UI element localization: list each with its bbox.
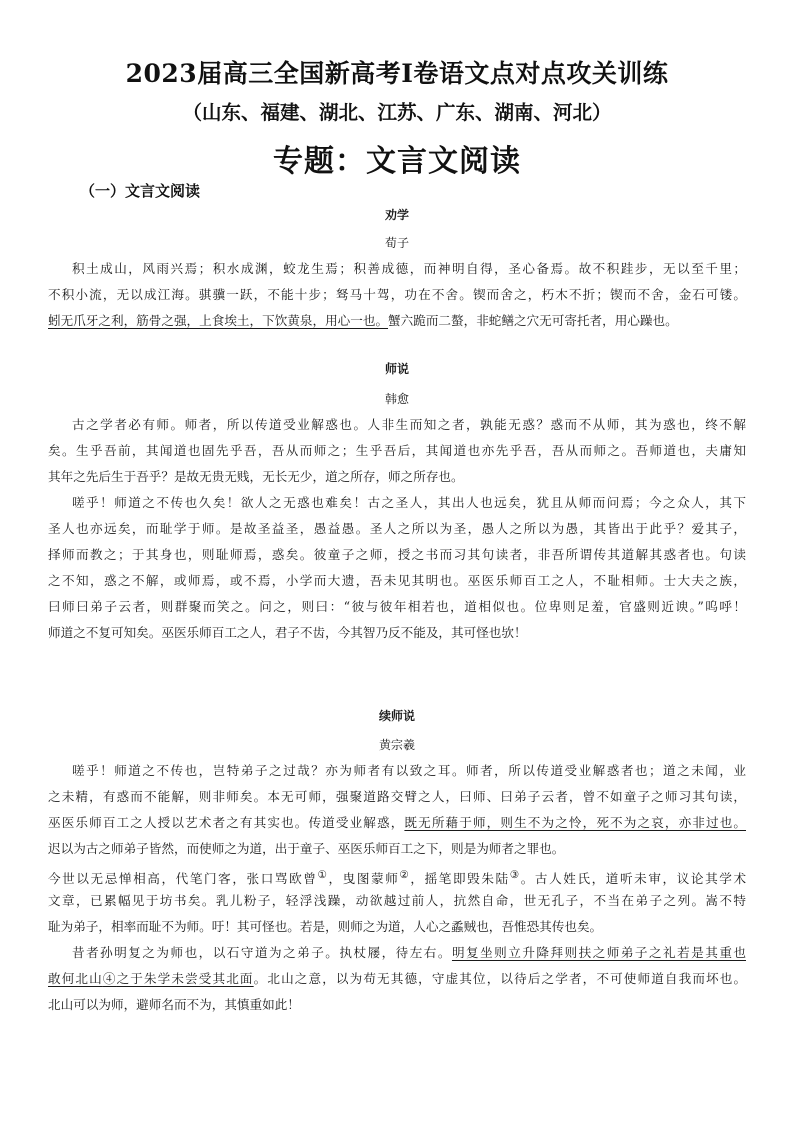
footnote-marker: ③ bbox=[509, 869, 521, 881]
paragraph-line: 文章，已累幅见于坊书矣。乳儿粉子，轻浮浅躁，动欲越过前人，抗然自命，世无孔子，不当在弟子之列。嵩不特 bbox=[48, 893, 746, 908]
text-span: 今世以无忌惮相高，代笔门客，张口骂欧曾 bbox=[48, 871, 318, 887]
paragraph-line: 迟以为古之师弟子皆然，而使师之为道，出于童子、巫医乐师百工之下，则是为师者之罪也。 bbox=[48, 841, 565, 856]
paragraph-line: 北山可以为师，避师名而不为，其慎重如此！ bbox=[48, 997, 300, 1012]
paragraph-line: 曰师曰弟子云者，则群聚而笑之。问之，则曰：“彼与彼年相若也，道相似也。位卑则足羞，官盛则近谀。”呜呼！ bbox=[48, 599, 746, 614]
text-span: 巫医乐师百工之人授以艺术者之有其实也。传道受业解惑， bbox=[48, 815, 405, 830]
passage-author: 韩愈 bbox=[384, 392, 409, 406]
underlined-sentence: 蚓无爪牙之利，筋骨之强，上食埃土，下饮黄泉，用心一也。 bbox=[48, 313, 389, 328]
paragraph-line: 积土成山，风雨兴焉；积水成渊，蛟龙生焉；积善成德，而神明自得，圣心备焉。故不积跬步，无以至千里； bbox=[72, 261, 746, 276]
passage-shishuo bbox=[48, 360, 746, 646]
section-heading: （一）文言文阅读 bbox=[80, 182, 201, 200]
footnote-marker: ① bbox=[317, 869, 329, 881]
passage-author: 荀子 bbox=[384, 236, 409, 250]
document-subtitle: （山东、福建、湖北、江苏、广东、湖南、河北） bbox=[182, 101, 612, 124]
paragraph-line: 嗟乎！师道之不传也久矣！欲人之无惑也难矣！古之圣人，其出人也远矣，犹且从师而问焉；今之众人，其下 bbox=[72, 495, 746, 510]
paragraph-line: 师道之不复可知矣。巫医乐师百工之人，君子不齿，今其智乃反不能及，其可怪也欤！ bbox=[48, 625, 527, 640]
text-span: 蟹六跪而二螯，非蛇鳝之穴无可寄托者，用心躁也。 bbox=[388, 313, 678, 328]
paragraph-line: 其年之先后生于吾乎？是故无贵无贱，无长无少，道之所存，师之所存也。 bbox=[48, 469, 464, 484]
paragraph-line bbox=[48, 940, 746, 966]
paragraph-line: 之不知，惑之不解，或师焉，或不焉，小学而大遗，吾未见其明也。巫医乐师百工之人，不耻相师。士大夫之族， bbox=[48, 573, 746, 588]
passage-title: 劝学 bbox=[384, 208, 409, 222]
paragraph-line: 耻为弟子，相率而耻不为师。吁！其可怪也。若是，则师之为道，人心之蟊贼也，吾惟恐其传也矣。 bbox=[48, 919, 603, 934]
text-span: ，曳图蒙师 bbox=[328, 871, 400, 887]
paragraph-line: 嗟乎！师道之不传也，岂特弟子之过哉？亦为师者有以致之耳。师者，所以传道受业解惑者也；道之未闻，业 bbox=[72, 763, 746, 778]
underlined-sentence: 明复坐则立升降拜则扶之师弟子之礼若是其重也 bbox=[451, 945, 746, 960]
underlined-sentence: 之于朱学未尝受其北面 bbox=[116, 971, 254, 986]
underlined-sentence: 既无所藉于师，则生不为之怜，死不为之哀，亦非过也。 bbox=[404, 815, 746, 830]
paragraph-line bbox=[48, 966, 746, 992]
passage-title: 师说 bbox=[384, 362, 409, 376]
text-span: 。北山之意，以为苟无其德，守虚其位，以待后之学者，不可使师道自我而坏也。 bbox=[253, 971, 746, 986]
passage-author: 黄宗羲 bbox=[378, 738, 415, 752]
text-span: 昔者孙明复之为师也，以石守道为之弟子。执杖屦，待左右。 bbox=[72, 945, 452, 960]
paragraph-line: 矣。生乎吾前，其闻道也固先乎吾，吾从而师之；生乎吾后，其闻道也亦先乎吾，吾从而师之。吾师道也，夫庸知 bbox=[48, 443, 746, 458]
paragraph-line: 不积小流，无以成江海。骐骥一跃，不能十步；驽马十驾，功在不舍。锲而舍之，朽木不折；锲而不舍，金石可镂。 bbox=[48, 287, 746, 302]
paragraph-line: 古之学者必有师。师者，所以传道受业解惑也。人非生而知之者，孰能无惑？惑而不从师，其为惑也，终不解 bbox=[72, 417, 746, 432]
underlined-sentence: 敢何北山 bbox=[48, 971, 103, 986]
passage-title: 续师说 bbox=[378, 709, 415, 723]
footnote-marker: ② bbox=[399, 869, 411, 881]
passage-xushishuo bbox=[48, 706, 746, 1018]
paragraph-line bbox=[48, 810, 746, 836]
paragraph-line bbox=[48, 308, 746, 334]
paragraph-line: 圣人也亦远矣，而耻学于师。是故圣益圣，愚益愚。圣人之所以为圣，愚人之所以为愚，其皆出于此乎？爱其子， bbox=[48, 521, 746, 536]
paragraph-line: 择师而教之；于其身也，则耻师焉，惑矣。彼童子之师，授之书而习其句读者，非吾所谓传其道解其惑者也。句读 bbox=[48, 547, 746, 562]
footnote-marker: ④ bbox=[102, 971, 117, 986]
document-title: 2023届高三全国新高考Ⅰ卷语文点对点攻关训练 bbox=[125, 59, 669, 88]
topic-title: 专题：文言文阅读 bbox=[273, 144, 521, 179]
paragraph-line: 之未精，有惑而不能解，则非师矣。本无可师，强聚道路交臂之人，曰师、曰弟子云者，曾不如童子之师习其句读， bbox=[48, 789, 746, 804]
paragraph-line bbox=[48, 862, 746, 888]
passage-quanxue bbox=[48, 204, 746, 334]
text-span: ，摇笔即毁朱陆 bbox=[410, 871, 510, 887]
text-span: 。古人姓氏，道听未审，议论其学术 bbox=[520, 871, 746, 887]
